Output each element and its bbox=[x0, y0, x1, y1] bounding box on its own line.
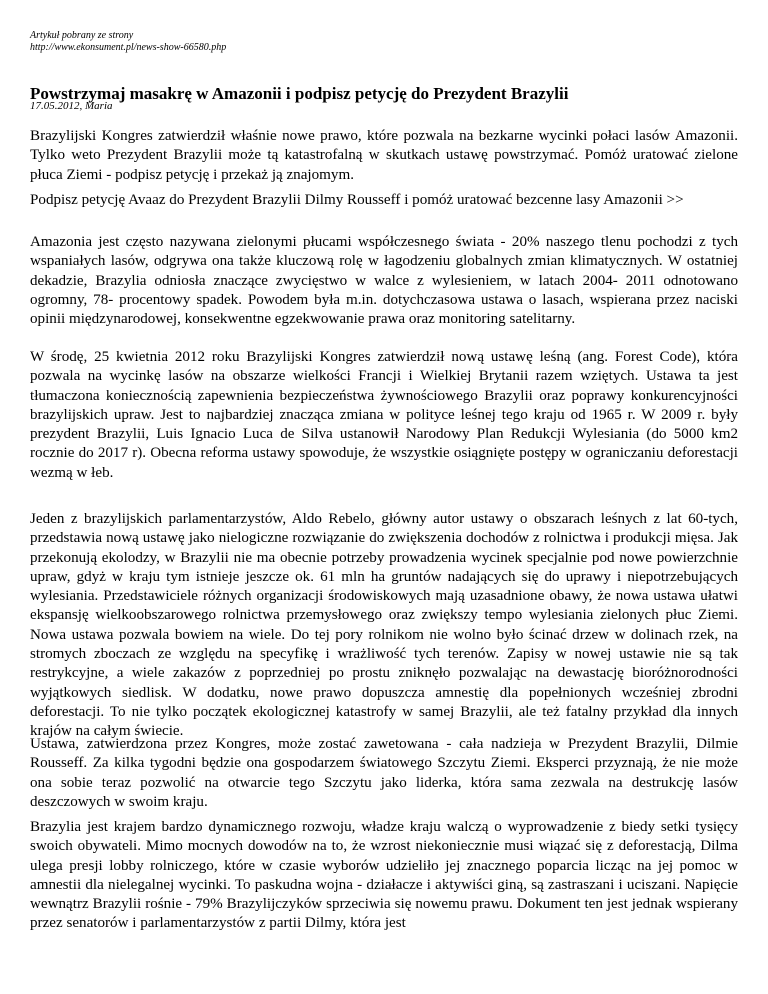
article-paragraph-5: Jeden z brazylijskich parlamentarzystów, Aldo Rebelo, główny autor ustawy o obszarach leśnych z lat 60-tych, przedstawia nową ustawę jako nielogiczne rozwiązanie do zwiększenia dochodów z rolnictwa i produkcji mięsa. Jak przekonują ekolodzy, w Brazylii nie ma obecnie potrzeby prowadzenia wycinek specjalnie pod nowe powierzchnie upraw, gdyż w kraju tym istnieje jeszcze ok. 61 mln ha gruntów nadających się do uprawy i niepotrzebujących wylesiania. Przedstawiciele różnych organizacji środowiskowych mają uzasadnione obawy, że nowa ustawa ułatwi ekspansję wielkoobszarowego rolnictwa przemysłowego oraz zwiększy tempo wylesiania zielonych płuc Ziemi. Nowa ustawa pozwala bowiem na wiele. Do tej pory rolnikom nie wolno było ścinać drzew w dolinach rzek, na stromych zboczach ze względu na specyfikę i wrażliwość tych terenów. Zapisy w nowej ustawie nie są tak restrykcyjne, a wiele zakazów z poprzedniej po prostu zniknęło pozwalając na dewastację bioróżnorodności wyjątkowych siedlisk. W dodatku, nowe prawo dopuszcza amnestię dla popełnionych wcześniej zbrodni deforestacji. To nie tylko początek ekologicznej katastrofy w samej Brazylii, ale też fatalny przykład dla innych krajów na całym świecie. bbox=[30, 511, 738, 740]
petition-call-to-action: Podpisz petycję Avaaz do Prezydent Brazylii Dilmy Rousseff i pomóż uratować bezcenne lasy Amazonii >> bbox=[30, 192, 684, 208]
article-paragraph-7: Brazylia jest krajem bardzo dynamicznego rozwoju, władze kraju walczą o wyprowadzenie z biedy setki tysięcy swoich obywateli. Mimo mocnych dowodów na to, że wzrost niekoniecznie musi wiązać się z deforestacją, Dilma ulega presji lobby rolniczego, które w czasie wyborów udzieliło jej znacznego poparcia licząc na jej pomoc w amnestii dla nielegalnej wycinki. To paskudna wojna - działacze i aktywiści giną, są zastraszani i uciszani. Napięcie wewnątrz Brazylii rośnie - 79% Brazylijczyków sprzeciwia się nowemu prawu. Dokument ten jest jednak wspierany przez senatorów i parlamentarzystów z partii Dilmy, która jest bbox=[30, 819, 738, 932]
source-note bbox=[30, 30, 226, 54]
source-label: Artykuł pobrany ze strony bbox=[30, 30, 134, 41]
article-paragraph-1: Brazylijski Kongres zatwierdził właśnie nowe prawo, które pozwala na bezkarne wycinki połaci lasów Amazonii. Tylko weto Prezydent Brazylii może tą katastrofalną w skutkach ustawę powstrzymać. Pomóż uratować zielone płuca Ziemi - podpisz petycję i przekaż ją znajomym. bbox=[30, 128, 738, 183]
article-meta: 17.05.2012, Maria bbox=[30, 100, 113, 112]
source-url: http://www.ekonsument.pl/news-show-66580.php bbox=[30, 42, 227, 53]
article-title: Powstrzymaj masakrę w Amazonii i podpisz petycję do Prezydent Brazylii bbox=[30, 84, 569, 103]
article-paragraph-6: Ustawa, zatwierdzona przez Kongres, może zostać zawetowana - cała nadzieja w Prezydent Brazylii, Dilmie Rousseff. Za kilka tygodni będzie ona gospodarzem światowego Szczytu Ziemi. Eksperci przyznają, że nie może ona sobie teraz pozwolić na otwarcie tego Szczytu jako liderka, która sama zezwala na destrukcję lasów deszczowych w swoim kraju. bbox=[30, 736, 738, 810]
article-paragraph-3: Amazonia jest często nazywana zielonymi płucami współczesnego świata - 20% naszego tlenu pochodzi z tych wspaniałych lasów, odgrywa ona także kluczową rolę w łagodzeniu globalnych zmian klimatycznych. W ostatniej dekadzie, Brazylia odniosła znaczące zwycięstwo w walce z wylesieniem, w latach 2004- 2011 odnotowano ogromny, 78- procentowy spadek. Powodem była m.in. dotychczasowa ustawa o lasach, wspierana przez naciski opinii międzynarodowej, konsekwentne egzekwowanie prawa oraz monitoring satelitarny. bbox=[30, 234, 738, 328]
article-paragraph-4: W środę, 25 kwietnia 2012 roku Brazylijski Kongres zatwierdził nową ustawę leśną (ang. Forest Code), która pozwala na wycinkę lasów na obszarze wielkości Francji i Wielkiej Brytanii razem wziętych. Ustawa ta jest tłumaczona koniecznością zapewnienia bezpieczeństwa żywnościowego Brazylii oraz poprawy konkurencyjności brazylijskich upraw. Jest to najbardziej znacząca zmiana w polityce leśnej tego kraju od 1965 r. W 2009 r. były prezydent Brazylii, Luis Ignacio Luca de Silva ustanowił Narodowy Plan Redukcji Wylesiania (do 5000 km2 rocznie do 2017 r). Obecna reforma ustawy spowoduje, że wszystkie osiągnięte postępy w ograniczaniu deforestacji wezmą w łeb. bbox=[30, 349, 738, 481]
